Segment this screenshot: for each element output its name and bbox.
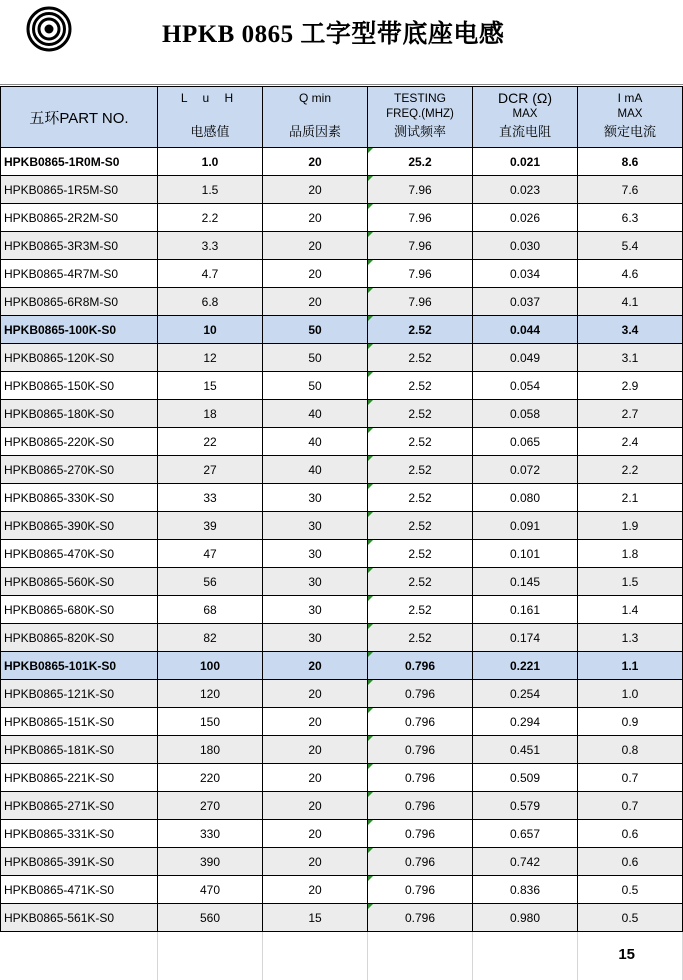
page-title: HPKB 0865 工字型带底座电感 <box>162 21 505 48</box>
cell-current: 3.1 <box>578 344 683 372</box>
table-row <box>1 820 683 848</box>
cell-current: 8.6 <box>578 148 683 176</box>
cell-freq: 2.52 <box>368 568 473 596</box>
cell-q: 30 <box>263 624 368 652</box>
cell-current: 1.3 <box>578 624 683 652</box>
cell-inductance: 150 <box>158 708 263 736</box>
cell-part-no: HPKB0865-181K-S0 <box>1 736 158 764</box>
col-header-q <box>263 87 368 148</box>
cell-q: 20 <box>263 708 368 736</box>
dcr-unit-label: DCR (Ω) <box>497 90 552 106</box>
cell-inductance: 18 <box>158 400 263 428</box>
cell-dcr: 0.034 <box>473 260 578 288</box>
header-divider <box>0 84 683 85</box>
cell-dcr: 0.021 <box>473 148 578 176</box>
table-row <box>1 232 683 260</box>
table-row <box>1 260 683 288</box>
col-header-current <box>578 87 683 148</box>
table-row <box>1 400 683 428</box>
cell-freq: 0.796 <box>368 652 473 680</box>
cell-inductance: 10 <box>158 316 263 344</box>
cell-q: 20 <box>263 652 368 680</box>
cell-current: 0.9 <box>578 708 683 736</box>
cell-q: 40 <box>263 400 368 428</box>
cell-inductance: 2.2 <box>158 204 263 232</box>
cell-freq: 7.96 <box>368 176 473 204</box>
cell-freq: 7.96 <box>368 260 473 288</box>
cell-part-no: HPKB0865-6R8M-S0 <box>1 288 158 316</box>
cell-freq: 2.52 <box>368 596 473 624</box>
cell-current: 1.8 <box>578 540 683 568</box>
cell-q: 50 <box>263 316 368 344</box>
table-row <box>1 792 683 820</box>
table-row <box>1 512 683 540</box>
empty-footer-row <box>157 932 683 980</box>
cell-part-no: HPKB0865-560K-S0 <box>1 568 158 596</box>
cell-part-no: HPKB0865-1R0M-S0 <box>1 148 158 176</box>
cell-q: 20 <box>263 148 368 176</box>
cell-inductance: 68 <box>158 596 263 624</box>
cell-q: 40 <box>263 428 368 456</box>
cell-part-no: HPKB0865-270K-S0 <box>1 456 158 484</box>
table-row <box>1 904 683 932</box>
cell-q: 20 <box>263 876 368 904</box>
cell-inductance: 33 <box>158 484 263 512</box>
cell-freq: 2.52 <box>368 484 473 512</box>
cell-inductance: 15 <box>158 372 263 400</box>
cell-inductance: 39 <box>158 512 263 540</box>
table-row <box>1 708 683 736</box>
cell-freq: 0.796 <box>368 820 473 848</box>
cell-freq: 0.796 <box>368 792 473 820</box>
cell-current: 7.6 <box>578 176 683 204</box>
cell-q: 20 <box>263 792 368 820</box>
cell-freq: 2.52 <box>368 624 473 652</box>
freq-label: 测试频率 <box>393 124 446 139</box>
cell-part-no: HPKB0865-330K-S0 <box>1 484 158 512</box>
cell-current: 4.1 <box>578 288 683 316</box>
cell-inductance: 390 <box>158 848 263 876</box>
cell-current: 2.9 <box>578 372 683 400</box>
cell-dcr: 0.579 <box>473 792 578 820</box>
cell-dcr: 0.054 <box>473 372 578 400</box>
col-header-inductance <box>158 87 263 148</box>
cell-dcr: 0.294 <box>473 708 578 736</box>
cell-dcr: 0.030 <box>473 232 578 260</box>
cell-dcr: 0.451 <box>473 736 578 764</box>
table-row <box>1 540 683 568</box>
cell-part-no: HPKB0865-180K-S0 <box>1 400 158 428</box>
cell-inductance: 12 <box>158 344 263 372</box>
freq-unit-label: FREQ.(MHZ) <box>386 108 454 120</box>
cell-part-no: HPKB0865-4R7M-S0 <box>1 260 158 288</box>
cell-freq: 0.796 <box>368 848 473 876</box>
cell-dcr: 0.101 <box>473 540 578 568</box>
cell-freq: 2.52 <box>368 456 473 484</box>
cell-inductance: 470 <box>158 876 263 904</box>
cell-inductance: 270 <box>158 792 263 820</box>
cell-q: 30 <box>263 596 368 624</box>
cell-inductance: 4.7 <box>158 260 263 288</box>
cell-freq: 0.796 <box>368 876 473 904</box>
cell-current: 2.1 <box>578 484 683 512</box>
cell-part-no: HPKB0865-221K-S0 <box>1 764 158 792</box>
cell-freq: 2.52 <box>368 540 473 568</box>
cell-freq: 0.796 <box>368 736 473 764</box>
table-row <box>1 764 683 792</box>
cell-current: 0.6 <box>578 820 683 848</box>
dcr-max-label: MAX <box>512 108 538 120</box>
cell-inductance: 6.8 <box>158 288 263 316</box>
cell-q: 30 <box>263 484 368 512</box>
table-row <box>1 372 683 400</box>
cell-part-no: HPKB0865-271K-S0 <box>1 792 158 820</box>
cell-part-no: HPKB0865-121K-S0 <box>1 680 158 708</box>
cell-part-no: HPKB0865-391K-S0 <box>1 848 158 876</box>
cell-inductance: 1.0 <box>158 148 263 176</box>
cell-current: 0.7 <box>578 764 683 792</box>
cell-current: 2.7 <box>578 400 683 428</box>
table-row <box>1 176 683 204</box>
cell-freq: 2.52 <box>368 512 473 540</box>
current-label: 额定电流 <box>603 124 656 139</box>
cell-dcr: 0.080 <box>473 484 578 512</box>
cell-part-no: HPKB0865-471K-S0 <box>1 876 158 904</box>
cell-freq: 2.52 <box>368 428 473 456</box>
cell-part-no: HPKB0865-390K-S0 <box>1 512 158 540</box>
cell-inductance: 47 <box>158 540 263 568</box>
cell-part-no: HPKB0865-331K-S0 <box>1 820 158 848</box>
current-max-label: MAX <box>617 108 643 120</box>
cell-dcr: 0.145 <box>473 568 578 596</box>
q-label: 品质因素 <box>288 124 341 139</box>
cell-part-no: HPKB0865-680K-S0 <box>1 596 158 624</box>
cell-dcr: 0.026 <box>473 204 578 232</box>
cell-q: 15 <box>263 904 368 932</box>
cell-current: 0.6 <box>578 848 683 876</box>
cell-current: 2.2 <box>578 456 683 484</box>
cell-dcr: 0.980 <box>473 904 578 932</box>
table-row <box>1 316 683 344</box>
cell-part-no: HPKB0865-151K-S0 <box>1 708 158 736</box>
cell-dcr: 0.091 <box>473 512 578 540</box>
cell-current: 3.4 <box>578 316 683 344</box>
table-row <box>1 652 683 680</box>
cell-q: 50 <box>263 344 368 372</box>
cell-dcr: 0.044 <box>473 316 578 344</box>
cell-dcr: 0.072 <box>473 456 578 484</box>
cell-part-no: HPKB0865-3R3M-S0 <box>1 232 158 260</box>
cell-inductance: 27 <box>158 456 263 484</box>
cell-inductance: 120 <box>158 680 263 708</box>
cell-freq: 25.2 <box>368 148 473 176</box>
cell-current: 1.0 <box>578 680 683 708</box>
cell-part-no: HPKB0865-2R2M-S0 <box>1 204 158 232</box>
company-logo <box>26 6 72 52</box>
cell-inductance: 330 <box>158 820 263 848</box>
cell-q: 30 <box>263 568 368 596</box>
cell-inductance: 180 <box>158 736 263 764</box>
current-unit-label: I mA <box>617 91 643 105</box>
cell-freq: 0.796 <box>368 680 473 708</box>
cell-dcr: 0.058 <box>473 400 578 428</box>
cell-dcr: 0.161 <box>473 596 578 624</box>
cell-freq: 0.796 <box>368 904 473 932</box>
cell-q: 20 <box>263 680 368 708</box>
cell-dcr: 0.742 <box>473 848 578 876</box>
q-unit-label: Q min <box>298 91 331 105</box>
table-row <box>1 596 683 624</box>
cell-dcr: 0.254 <box>473 680 578 708</box>
cell-freq: 0.796 <box>368 708 473 736</box>
col-header-dcr <box>473 87 578 148</box>
cell-dcr: 0.065 <box>473 428 578 456</box>
cell-part-no: HPKB0865-120K-S0 <box>1 344 158 372</box>
cell-inductance: 3.3 <box>158 232 263 260</box>
cell-inductance: 1.5 <box>158 176 263 204</box>
cell-current: 1.4 <box>578 596 683 624</box>
cell-part-no: HPKB0865-1R5M-S0 <box>1 176 158 204</box>
cell-q: 20 <box>263 204 368 232</box>
cell-q: 20 <box>263 260 368 288</box>
table-row <box>1 204 683 232</box>
cell-current: 0.5 <box>578 904 683 932</box>
cell-dcr: 0.221 <box>473 652 578 680</box>
cell-dcr: 0.037 <box>473 288 578 316</box>
cell-current: 1.1 <box>578 652 683 680</box>
cell-dcr: 0.023 <box>473 176 578 204</box>
cell-q: 20 <box>263 848 368 876</box>
cell-part-no: HPKB0865-820K-S0 <box>1 624 158 652</box>
cell-part-no: HPKB0865-100K-S0 <box>1 316 158 344</box>
cell-freq: 7.96 <box>368 204 473 232</box>
page-number: 15 <box>618 946 635 963</box>
cell-inductance: 22 <box>158 428 263 456</box>
cell-current: 2.4 <box>578 428 683 456</box>
cell-q: 20 <box>263 176 368 204</box>
inductance-label: 电感值 <box>190 124 230 139</box>
col-header-freq <box>368 87 473 148</box>
cell-current: 5.4 <box>578 232 683 260</box>
cell-freq: 7.96 <box>368 288 473 316</box>
cell-dcr: 0.657 <box>473 820 578 848</box>
cell-current: 0.8 <box>578 736 683 764</box>
cell-freq: 2.52 <box>368 372 473 400</box>
freq-top-label: TESTING <box>393 91 446 105</box>
cell-dcr: 0.836 <box>473 876 578 904</box>
cell-current: 4.6 <box>578 260 683 288</box>
spec-table <box>0 86 683 932</box>
cell-inductance: 560 <box>158 904 263 932</box>
cell-dcr: 0.174 <box>473 624 578 652</box>
table-row <box>1 736 683 764</box>
cell-current: 0.5 <box>578 876 683 904</box>
table-row <box>1 148 683 176</box>
table-row <box>1 484 683 512</box>
table-row <box>1 288 683 316</box>
cell-inductance: 100 <box>158 652 263 680</box>
cell-current: 1.5 <box>578 568 683 596</box>
cell-freq: 2.52 <box>368 316 473 344</box>
cell-q: 20 <box>263 288 368 316</box>
table-row <box>1 680 683 708</box>
cell-freq: 0.796 <box>368 764 473 792</box>
table-row <box>1 456 683 484</box>
cell-part-no: HPKB0865-470K-S0 <box>1 540 158 568</box>
cell-freq: 7.96 <box>368 232 473 260</box>
cell-inductance: 56 <box>158 568 263 596</box>
cell-inductance: 82 <box>158 624 263 652</box>
cell-dcr: 0.049 <box>473 344 578 372</box>
cell-part-no: HPKB0865-561K-S0 <box>1 904 158 932</box>
cell-part-no: HPKB0865-150K-S0 <box>1 372 158 400</box>
cell-dcr: 0.509 <box>473 764 578 792</box>
cell-inductance: 220 <box>158 764 263 792</box>
cell-part-no: HPKB0865-101K-S0 <box>1 652 158 680</box>
table-row <box>1 344 683 372</box>
inductance-unit-label: L u H <box>180 91 240 105</box>
dcr-label: 直流电阻 <box>498 124 551 139</box>
cell-q: 20 <box>263 820 368 848</box>
table-row <box>1 624 683 652</box>
cell-q: 20 <box>263 736 368 764</box>
table-row <box>1 848 683 876</box>
table-row <box>1 568 683 596</box>
cell-q: 30 <box>263 512 368 540</box>
cell-freq: 2.52 <box>368 400 473 428</box>
cell-current: 6.3 <box>578 204 683 232</box>
table-header-row <box>1 87 683 148</box>
cell-q: 50 <box>263 372 368 400</box>
cell-q: 40 <box>263 456 368 484</box>
cell-part-no: HPKB0865-220K-S0 <box>1 428 158 456</box>
cell-q: 20 <box>263 764 368 792</box>
cell-freq: 2.52 <box>368 344 473 372</box>
cell-current: 0.7 <box>578 792 683 820</box>
table-row <box>1 876 683 904</box>
cell-current: 1.9 <box>578 512 683 540</box>
cell-q: 20 <box>263 232 368 260</box>
col-header-part-no: 五环PART NO. <box>1 87 158 148</box>
table-row <box>1 428 683 456</box>
cell-q: 30 <box>263 540 368 568</box>
